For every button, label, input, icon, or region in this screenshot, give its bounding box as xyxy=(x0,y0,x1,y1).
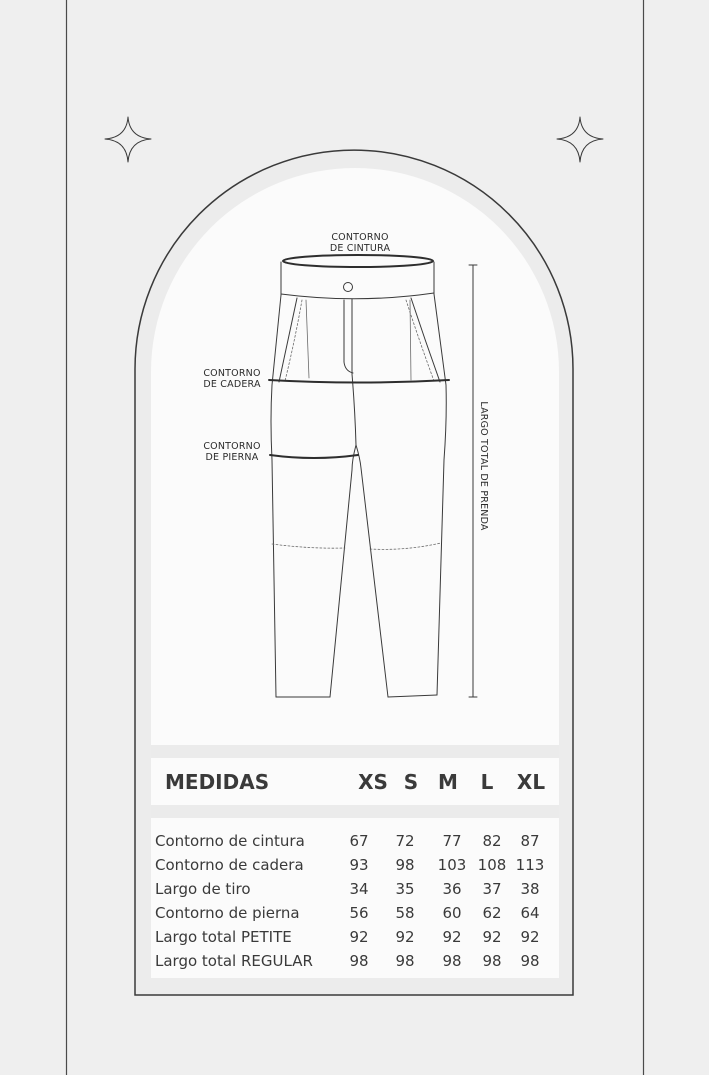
cell-m: 92 xyxy=(442,928,462,946)
row-label: Contorno de pierna xyxy=(155,904,300,922)
cell-s: 72 xyxy=(395,832,415,850)
hip-label-line-1: CONTORNO xyxy=(203,368,261,379)
cell-xl: 87 xyxy=(520,832,540,850)
cell-l: 37 xyxy=(482,880,502,898)
cell-m: 98 xyxy=(442,952,462,970)
size-header-s: S xyxy=(403,770,419,794)
hip-label-line-2: DE CADERA xyxy=(203,379,261,390)
table-row xyxy=(155,856,544,874)
cell-l: 98 xyxy=(482,952,502,970)
cell-s: 92 xyxy=(395,928,415,946)
cell-xl: 92 xyxy=(520,928,540,946)
cell-xs: 56 xyxy=(349,904,369,922)
waist-label-line-1: CONTORNO xyxy=(331,232,389,243)
cell-xs: 67 xyxy=(349,832,369,850)
leg-label-line-1: CONTORNO xyxy=(203,441,261,452)
table-title: MEDIDAS xyxy=(165,770,270,794)
row-label: Largo total PETITE xyxy=(155,928,292,946)
cell-l: 92 xyxy=(482,928,502,946)
cell-xs: 93 xyxy=(349,856,369,874)
size-header-xs: XS xyxy=(358,770,388,794)
row-label: Contorno de cintura xyxy=(155,832,305,850)
leg-label xyxy=(203,441,260,463)
cell-m: 103 xyxy=(437,856,467,874)
waist-label-line-2: DE CINTURA xyxy=(329,243,391,254)
hip-label xyxy=(203,368,261,390)
row-label: Largo de tiro xyxy=(155,880,251,898)
cell-xs: 92 xyxy=(349,928,369,946)
cell-m: 77 xyxy=(442,832,462,850)
cell-xl: 113 xyxy=(515,856,545,874)
cell-xs: 98 xyxy=(349,952,369,970)
cell-xl: 98 xyxy=(520,952,540,970)
cell-xs: 34 xyxy=(349,880,369,898)
cell-l: 62 xyxy=(482,904,502,922)
total-length-label: LARGO TOTAL DE PRENDA xyxy=(478,401,489,531)
leg-label-line-2: DE PIERNA xyxy=(205,452,259,463)
table-divider-top xyxy=(151,745,559,758)
cell-l: 108 xyxy=(477,856,507,874)
cell-l: 82 xyxy=(482,832,502,850)
size-header-xl: XL xyxy=(516,770,546,794)
cell-m: 60 xyxy=(442,904,462,922)
cell-s: 98 xyxy=(395,952,415,970)
cell-xl: 38 xyxy=(520,880,540,898)
size-header-m: M xyxy=(438,770,458,794)
cell-xl: 64 xyxy=(520,904,540,922)
row-label: Contorno de cadera xyxy=(155,856,304,874)
table-divider-bottom xyxy=(151,805,559,818)
cell-s: 98 xyxy=(395,856,415,874)
waist-label xyxy=(330,232,391,254)
cell-s: 35 xyxy=(395,880,415,898)
cell-m: 36 xyxy=(442,880,462,898)
cell-s: 58 xyxy=(395,904,415,922)
row-label: Largo total REGULAR xyxy=(155,952,313,970)
size-header-l: L xyxy=(480,770,494,794)
